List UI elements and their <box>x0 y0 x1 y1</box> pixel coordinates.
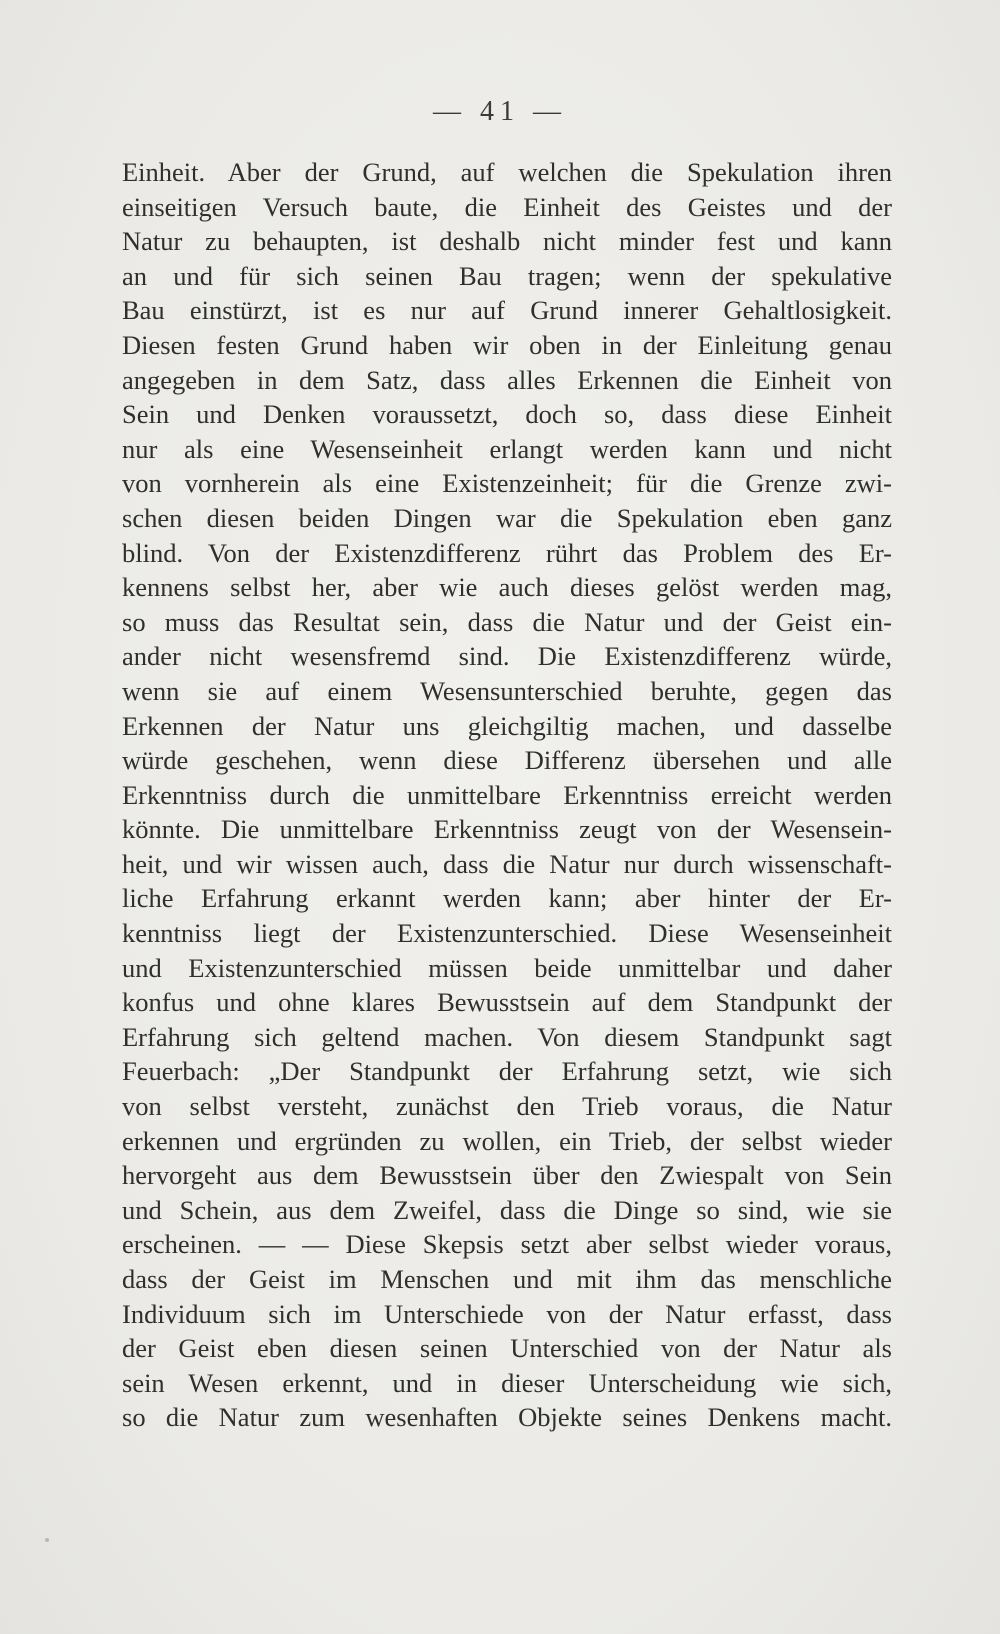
text-line: hervorgeht aus dem Bewusstsein über den Zwiespalt von Sein <box>122 1160 892 1191</box>
text-line: so die Natur zum wesenhaften Objekte seines Denkens macht. <box>122 1402 892 1433</box>
text-line: liche Erfahrung erkannt werden kann; aber hinter der Er- <box>122 883 892 914</box>
text-line: angegeben in dem Satz, dass alles Erkennen die Einheit von <box>122 364 892 395</box>
text-line: heit, und wir wissen auch, dass die Natur nur durch wissenschaft- <box>122 848 892 879</box>
text-line: würde geschehen, wenn diese Differenz übersehen und alle <box>122 745 892 776</box>
body-paragraph <box>122 155 892 1435</box>
text-line: Sein und Denken voraussetzt, doch so, dass diese Einheit <box>122 399 892 430</box>
text-line: dass der Geist im Menschen und mit ihm das menschliche <box>122 1264 892 1294</box>
text-line: Bau einstürzt, ist es nur auf Grund innerer Gehaltlosigkeit. <box>122 295 892 326</box>
text-line: einseitigen Versuch baute, die Einheit des Geistes und der <box>122 191 892 222</box>
text-line: wenn sie auf einem Wesensunterschied beruhte, gegen das <box>122 675 892 706</box>
text-line: an und für sich seinen Bau tragen; wenn der spekulative <box>122 260 892 291</box>
text-line: Individuum sich im Unterschiede von der Natur erfasst, dass <box>122 1298 892 1329</box>
page-number: — 41 — <box>433 96 567 127</box>
text-line: Natur zu behaupten, ist deshalb nicht minder fest und kann <box>122 226 892 257</box>
text-line: und Schein, aus dem Zweifel, dass die Dinge so sind, wie sie <box>122 1194 892 1225</box>
text-line: nur als eine Wesenseinheit erlangt werden kann und nicht <box>122 433 892 464</box>
text-line: von selbst versteht, zunächst den Trieb voraus, die Natur <box>122 1091 892 1122</box>
text-line: konfus und ohne klares Bewusstsein auf dem Standpunkt der <box>122 987 892 1018</box>
text-line: könnte. Die unmittelbare Erkenntniss zeugt von der Wesensein- <box>122 814 892 845</box>
paper-speck <box>45 1538 49 1542</box>
text-line: sein Wesen erkennt, und in dieser Unterscheidung wie sich, <box>122 1367 892 1398</box>
text-line: Erfahrung sich geltend machen. Von diesem Standpunkt sagt <box>122 1021 892 1052</box>
text-line: von vornherein als eine Existenzeinheit; für die Grenze zwi- <box>122 468 892 499</box>
text-line: so muss das Resultat sein, dass die Natur und der Geist ein- <box>122 606 892 637</box>
text-line: blind. Von der Existenzdifferenz rührt das Problem des Er- <box>122 537 892 568</box>
text-line: Feuerbach: „Der Standpunkt der Erfahrung setzt, wie sich <box>122 1056 892 1087</box>
text-line: und Existenzunterschied müssen beide unmittelbar und daher <box>122 952 892 983</box>
text-line: schen diesen beiden Dingen war die Spekulation eben ganz <box>122 502 892 533</box>
text-line: Einheit. Aber der Grund, auf welchen die Spekulation ihren <box>122 157 892 187</box>
text-line: ander nicht wesensfremd sind. Die Existenzdifferenz würde, <box>122 641 892 672</box>
text-line: kennens selbst her, aber wie auch dieses gelöst werden mag, <box>122 572 892 603</box>
text-line: kenntniss liegt der Existenzunterschied. Diese Wesenseinheit <box>122 918 892 949</box>
text-line: erscheinen. — — Diese Skepsis setzt aber selbst wieder voraus, <box>122 1229 892 1260</box>
text-line: Erkennen der Natur uns gleichgiltig machen, und dasselbe <box>122 710 892 741</box>
text-line: Diesen festen Grund haben wir oben in der Einleitung genau <box>122 329 892 360</box>
text-line: der Geist eben diesen seinen Unterschied von der Natur als <box>122 1333 892 1364</box>
text-line: erkennen und ergründen zu wollen, ein Trieb, der selbst wieder <box>122 1125 892 1156</box>
text-line: Erkenntniss durch die unmittelbare Erkenntniss erreicht werden <box>122 779 892 810</box>
